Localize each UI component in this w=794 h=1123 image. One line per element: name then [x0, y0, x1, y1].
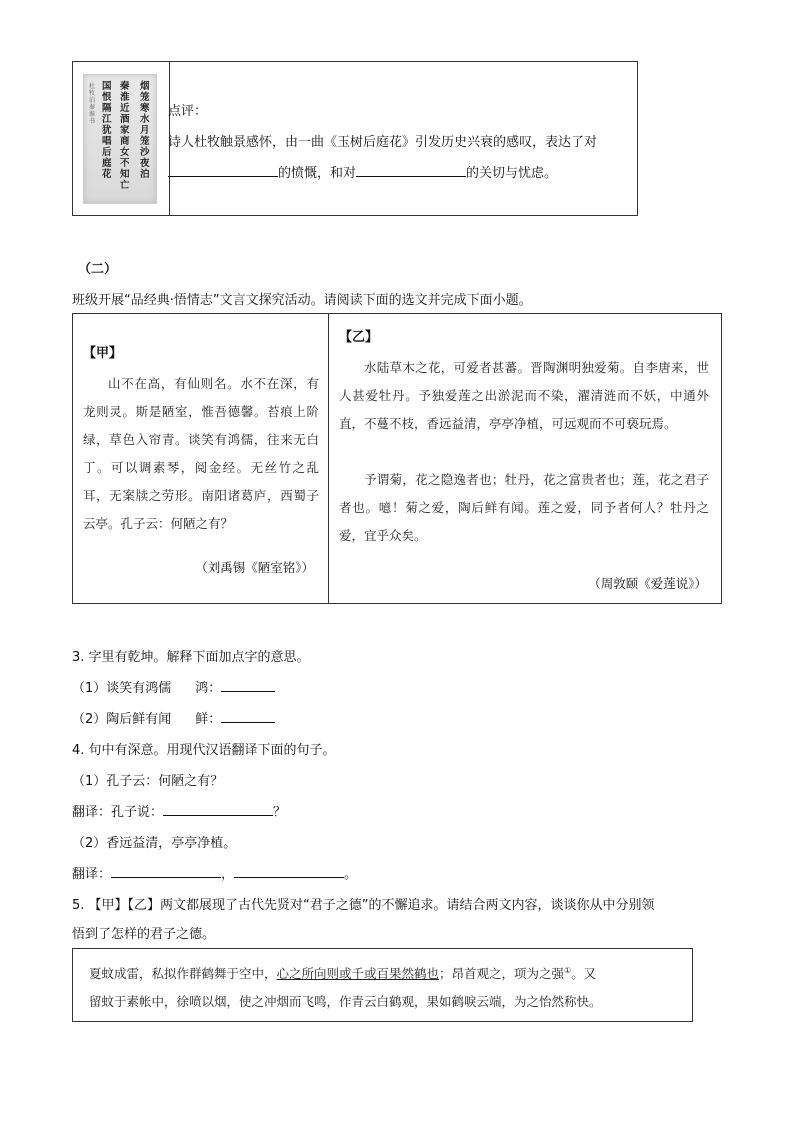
- q3-item-1: （1）谈笑有鸿儒 鸿：: [72, 677, 275, 696]
- footnote-marker: ①: [564, 966, 572, 975]
- q4-translation-1: 翻译：孔子说： ？: [72, 805, 287, 820]
- passage-a-cell: [73, 314, 329, 603]
- calligraphy-image: [83, 74, 157, 204]
- answer-blank[interactable]: [221, 679, 275, 692]
- calligraphy-col-1: 烟笼寒水月笼沙夜泊: [140, 81, 150, 180]
- q3-item-2: （2）陶后鲜有闻 鲜：: [72, 708, 275, 727]
- answer-blank[interactable]: [163, 803, 273, 816]
- answer-blank[interactable]: [221, 710, 275, 723]
- q5-line-1: 5. 【甲】【乙】两文都展现了古代先贤对“君子之德”的不懈追求。请结合两文内容，谈谈你从中分别领: [72, 898, 655, 913]
- passage-a-tag: 【甲】: [83, 346, 123, 361]
- q4-translation-2: 翻译： ， 。: [72, 867, 358, 882]
- extract-box: [72, 948, 693, 1022]
- review-line-1: 诗人杜牧触景感怀，由一曲《玉树后庭花》引发历史兴衰的感叹，表达了对: [168, 135, 598, 150]
- q4-item-2: （2）香远益清，亭亭净植。: [72, 836, 237, 851]
- calligraphy-col-3: 国恨隔江犹唱后庭花: [102, 81, 112, 180]
- q4-item-1: （1）孔子云：何陋之有？: [72, 774, 224, 789]
- answer-blank[interactable]: [356, 164, 466, 177]
- section-title: （二）: [78, 262, 118, 277]
- passage-table: [72, 313, 722, 604]
- extract-line-2: 留蚊于素帐中，徐喷以烟，使之冲烟而飞鸣，作青云白鹤观，果如鹤唳云端，为之怡然称快。: [89, 994, 602, 1010]
- passage-a-source: （刘禹锡《陋室铭》）: [195, 560, 314, 575]
- q3-stem: 3. 字里有乾坤。解释下面加点字的意思。: [72, 650, 310, 665]
- review-label: 点评：: [168, 104, 208, 119]
- passage-b-para-2: 予谓菊，花之隐逸者也；牡丹，花之富贵者也；莲，花之君子者也。噫！菊之爱，陶后鲜有闻。莲之爱，同予者何人？牡丹之爱，宜乎众矣。: [339, 472, 709, 543]
- passage-b-source: （周敦颐《爱莲说》）: [588, 576, 707, 591]
- calligraphy-cell: [73, 62, 170, 215]
- extract-line-1: 夏蚊成雷，私拟作群鹤舞于空中，心之所向则或千或百果然鹤也；昂首观之，项为之强①。又: [89, 966, 597, 982]
- calligraphy-col-2: 秦淮近酒家商女不知亡: [120, 81, 130, 191]
- calligraphy-inscription: 杜牧泊秦淮书: [89, 83, 96, 125]
- intro-text: 班级开展“品经典·悟情志”文言文探究活动。请阅读下面的选文并完成下面小题。: [72, 293, 532, 308]
- answer-blank[interactable]: [234, 865, 344, 878]
- q5-line-2: 悟到了怎样的君子之德。: [72, 927, 216, 942]
- q4-stem: 4. 句中有深意。用现代汉语翻译下面的句子。: [72, 743, 336, 758]
- review-line-2: 的愤慨，和对 的关切与忧虑。: [168, 162, 557, 181]
- passage-b-para-1: 水陆草木之花，可爱者甚蕃。晋陶渊明独爱菊。自李唐来，世人甚爱牡丹。予独爱莲之出淤泥而不染，濯清涟而不妖，中通外直，不蔓不枝，香远益清，亭亭净植，可远观而不可亵玩焉。: [339, 360, 709, 431]
- passage-b-tag: 【乙】: [339, 330, 379, 345]
- underlined-sentence: 心之所向则或千或百果然鹤也: [276, 966, 440, 982]
- answer-blank[interactable]: [111, 865, 221, 878]
- passage-b-cell: [329, 314, 721, 603]
- passage-a-text: 山不在高，有仙则名。水不在深，有龙则灵。斯是陋室，惟吾德馨。苔痕上阶绿，草色入帘青。谈笑有鸿儒，往来无白丁。可以调素琴，阅金经。无丝竹之乱耳，无案牍之劳形。南阳诸葛庐，西蜀子云亭。孔子云：何陋之有？: [83, 376, 319, 531]
- answer-blank[interactable]: [168, 164, 278, 177]
